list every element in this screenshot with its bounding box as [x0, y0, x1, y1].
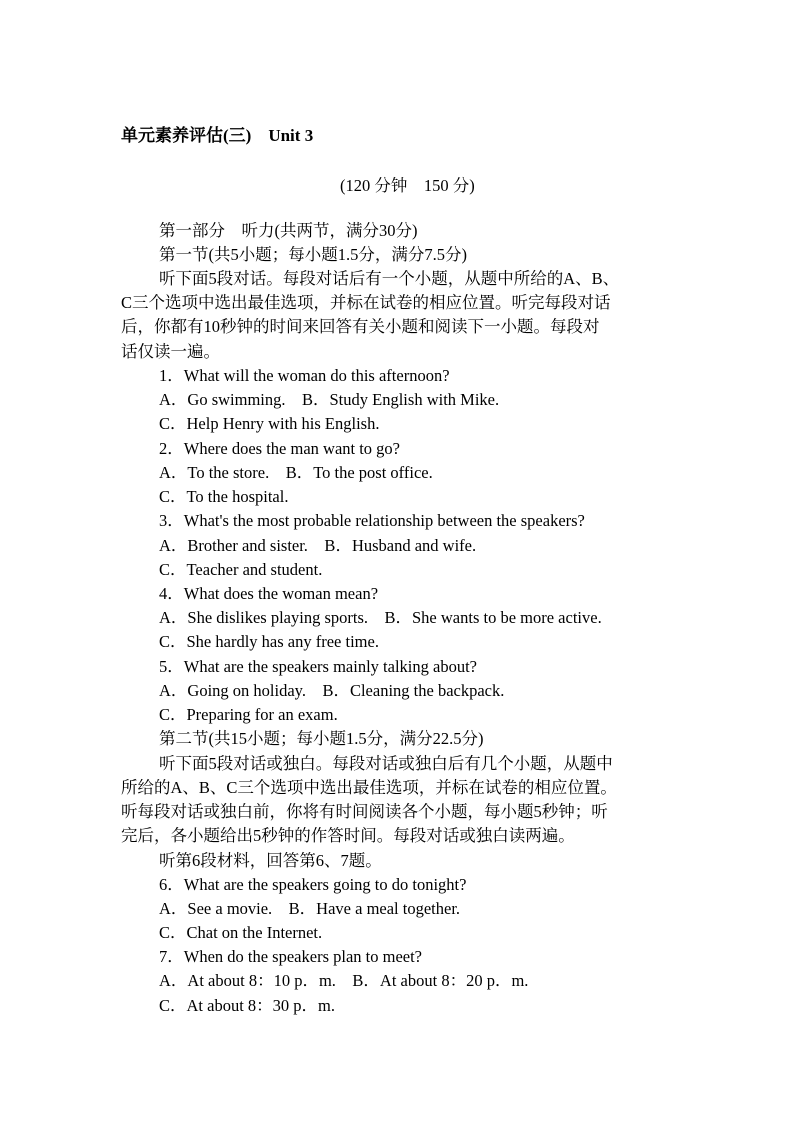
option-line: A．At about 8：10 p．m. B．At about 8：20 p．m. [159, 971, 529, 990]
option-line: C．Help Henry with his English. [159, 414, 380, 433]
option-line: C．Chat on the Internet. [159, 923, 323, 942]
question-line: 6．What are the speakers going to do tonight? [159, 875, 467, 894]
section2-instruction-line: 所给的A、B、C三个选项中选出最佳选项，并标在试卷的相应位置。 [121, 778, 617, 797]
section2-heading: 第二节(共15小题；每小题1.5分，满分22.5分) [159, 729, 484, 748]
question-line: 7．When do the speakers plan to meet? [159, 947, 422, 966]
section1-instruction-line: 听下面5段对话。每段对话后有一个小题，从题中所给的A、B、 [159, 269, 620, 288]
part1-heading: 第一部分 听力(共两节，满分30分) [159, 221, 418, 240]
option-line: C．Preparing for an exam. [159, 705, 338, 724]
question-line: 2．Where does the man want to go? [159, 439, 401, 458]
option-line: A．Brother and sister. B．Husband and wife. [159, 536, 477, 555]
material-intro: 听第6段材料，回答第6、7题。 [159, 851, 382, 870]
doc-subtitle: (120 分钟 150 分) [340, 176, 475, 195]
section2-instruction-line: 听下面5段对话或独白。每段对话或独白后有几个小题，从题中 [159, 754, 613, 773]
option-line: C．To the hospital. [159, 487, 289, 506]
option-line: C．She hardly has any free time. [159, 632, 379, 651]
section2-instruction-line: 听每段对话或独白前，你将有时间阅读各个小题，每小题5秒钟；听 [121, 802, 608, 821]
question-line: 5．What are the speakers mainly talking about? [159, 657, 477, 676]
option-line: A．She dislikes playing sports. B．She wants to be more active. [159, 608, 602, 627]
section1-heading: 第一节(共5小题；每小题1.5分，满分7.5分) [159, 245, 467, 264]
option-line: A．Go swimming. B．Study English with Mike. [159, 390, 500, 409]
section1-instruction-line: C三个选项中选出最佳选项，并标在试卷的相应位置。听完每段对话 [121, 293, 611, 312]
question-line: 3．What's the most probable relationship between the speakers? [159, 511, 585, 530]
option-line: A．To the store. B．To the post office. [159, 463, 433, 482]
section2-instruction-line: 完后，各小题给出5秒钟的作答时间。每段对话或独白读两遍。 [121, 826, 575, 845]
question-line: 4．What does the woman mean? [159, 584, 379, 603]
doc-title: 单元素养评估(三) Unit 3 [121, 126, 314, 145]
option-line: C．At about 8：30 p．m. [159, 996, 335, 1015]
section1-instruction-line: 话仅读一遍。 [121, 342, 220, 361]
section1-instruction-line: 后，你都有10秒钟的时间来回答有关小题和阅读下一小题。每段对 [121, 317, 600, 336]
option-line: A．Going on holiday. B．Cleaning the backpack. [159, 681, 505, 700]
question-line: 1．What will the woman do this afternoon? [159, 366, 450, 385]
option-line: C．Teacher and student. [159, 560, 323, 579]
option-line: A．See a movie. B．Have a meal together. [159, 899, 461, 918]
